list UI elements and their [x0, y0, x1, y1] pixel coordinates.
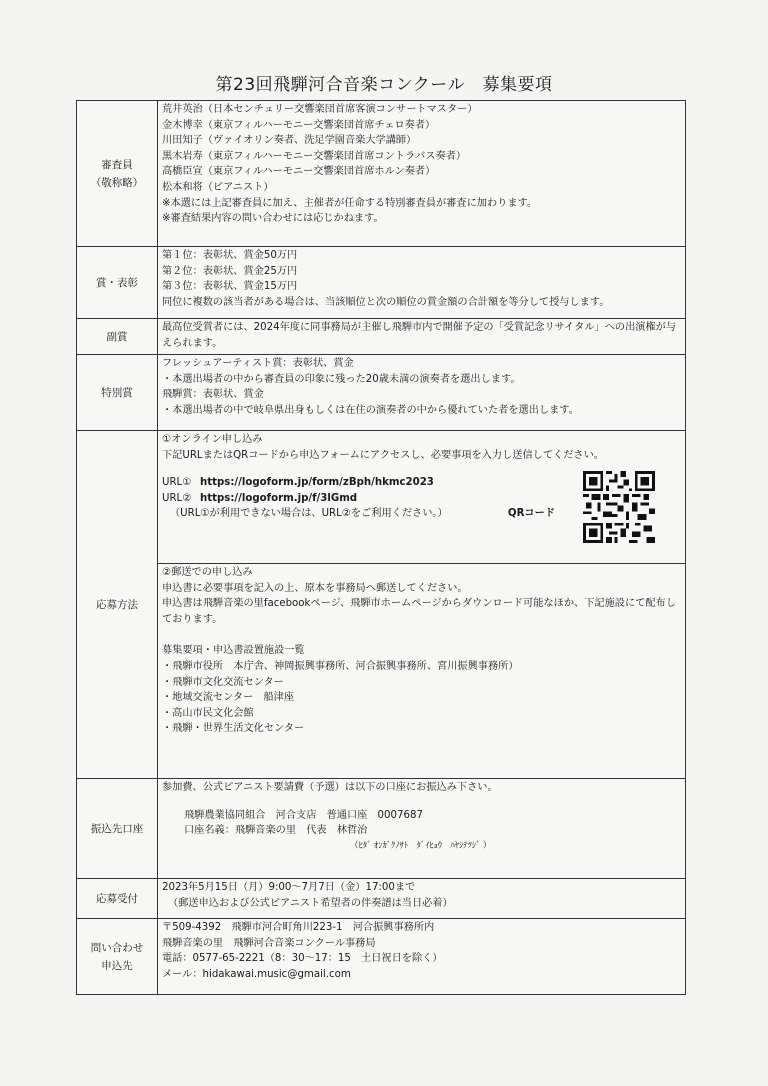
judge-line: 川田知子（ヴァイオリン奏者、洗足学園音楽大学講師） — [162, 135, 417, 147]
judges-content — [158, 101, 686, 247]
contact-label — [77, 919, 158, 995]
judge-line: 黒木岩寿（東京フィルハーモニー交響楽団首席コントラバス奏者） — [162, 150, 467, 162]
mail-line: 申込書は飛騨音楽の里facebookページ、飛騨市ホームページからダウンロード可能なほか、下記施設にて配布しております。 — [162, 598, 676, 625]
judges-label — [77, 101, 158, 247]
url1-link[interactable]: https://logoform.jp/form/zBph/hkmc2023 — [200, 477, 434, 489]
online-heading: ①オンライン申し込み — [162, 434, 263, 445]
contact-address: 〒509-4392 飛騨市河合町角川223-1 河合振興事務所内 — [162, 922, 435, 933]
special-prize-row — [77, 355, 686, 431]
award-note: 同位に複数の該当者がある場合は、当該順位と次の順位の賞金額の合計額を等分して授与します。 — [162, 296, 610, 308]
special-prize-content — [158, 355, 686, 431]
contact-label-line: 申込先 — [101, 959, 133, 972]
contact-office: 飛騨音楽の里 飛騨河合音楽コンクール事務局 — [162, 937, 376, 949]
period-dates: 2023年5月15日（月）9:00～7月7日（金）17:00まで — [162, 882, 416, 893]
url2-link[interactable]: https://logoform.jp/f/3lGmd — [200, 492, 358, 504]
account-holder: 口座名義：飛騨音楽の里 代表 林哲治 — [184, 825, 368, 837]
award-line: 第３位：表彰状、賞金15万円 — [162, 281, 298, 293]
payment-intro: 参加費、公式ピアニスト要請費（予選）は以下の口座にお振込み下さい。 — [162, 782, 498, 793]
application-row — [77, 431, 686, 564]
place-item: ・地域交流センター 船津座 — [162, 692, 295, 704]
award-line: 第１位：表彰状、賞金50万円 — [162, 250, 298, 261]
place-item: ・高山市民文化会館 — [162, 707, 254, 719]
mail-line: 申込書に必要事項を記入の上、原本を事務局へ郵送してください。 — [162, 582, 468, 594]
mail-application — [158, 564, 686, 779]
awards-label: 賞・表彰 — [77, 247, 158, 319]
judge-line: 高橋臣宣（東京フィルハーモニー交響楽団首席ホルン奏者） — [162, 166, 436, 178]
url-note: （URL①が利用できない場合は、URL②をご利用ください。） — [170, 508, 448, 520]
awards-row — [77, 247, 686, 319]
special-prize-label: 特別賞 — [77, 355, 158, 431]
awards-content — [158, 247, 686, 319]
url1-label: URL① — [162, 477, 192, 489]
special-prize-line: フレッシュアーティスト賞：表彰状、賞金 — [162, 358, 354, 369]
period-label: 応募受付 — [77, 879, 158, 919]
judge-note: ※審査結果内容の問い合わせには応じかねます。 — [162, 213, 384, 225]
special-prize-line: ・本選出場者の中から審査員の印象に残った20歳未満の演奏者を選出します。 — [162, 373, 521, 385]
award-line: 第２位：表彰状、賞金25万円 — [162, 265, 298, 277]
contact-email[interactable]: メール：hidakawai.music@gmail.com — [162, 968, 351, 980]
payment-content — [158, 779, 686, 879]
online-application — [158, 431, 686, 564]
judges-label-line: （敬称略） — [90, 176, 144, 189]
qr-code-icon[interactable] — [581, 471, 657, 543]
special-prize-line: 飛騨賞：表彰状、賞金 — [162, 389, 264, 401]
judge-line: 金木博幸（東京フィルハーモニー交響楽団首席チェロ奏者） — [162, 119, 436, 131]
judge-line: 荒井英治（日本センチュリー交響楽団首席客演コンサートマスター） — [162, 104, 478, 115]
page-title: 第23回飛騨河合音楽コンクール 募集要項 — [215, 75, 553, 95]
extra-prize-label: 副賞 — [77, 319, 158, 355]
extra-prize-content — [158, 319, 686, 355]
judges-row — [77, 101, 686, 247]
requirements-table — [76, 100, 686, 995]
period-row — [77, 879, 686, 919]
contact-label-line: 問い合わせ — [90, 941, 144, 954]
contact-row — [77, 919, 686, 995]
qr-code-label: QRコード — [507, 508, 555, 519]
mail-application-row — [77, 564, 686, 779]
url2-label: URL② — [162, 492, 192, 504]
place-item: ・飛騨市文化交流センター — [162, 676, 284, 688]
contact-content — [158, 919, 686, 995]
judge-line: 松本和将（ピアニスト） — [162, 181, 274, 193]
payment-label: 振込先口座 — [77, 779, 158, 879]
extra-prize-row — [77, 319, 686, 355]
special-prize-line: ・本選出場者の中で岐阜県出身もしくは在住の演奏者の中から優れていた者を選出します。 — [162, 404, 579, 416]
mail-heading: ②郵送での申し込み — [162, 567, 253, 578]
bank-account: 飛騨農業協同組合 河合支店 普通口座 0007687 — [184, 809, 423, 821]
application-label: 応募方法 — [77, 431, 158, 779]
place-item: ・飛騨・世界生活文化センター — [162, 723, 305, 735]
payment-row — [77, 779, 686, 879]
period-note: （郵送申込および公式ピアニスト希望者の伴奏譜は当日必着） — [168, 897, 453, 909]
period-content — [158, 879, 686, 919]
judges-label-line: 審査員 — [101, 158, 133, 171]
places-heading: 募集要項・申込書設置施設一覧 — [162, 645, 305, 657]
contact-phone: 電話：0577-65-2221（8：30～17：15 土日祝日を除く） — [162, 953, 443, 965]
online-intro: 下記URLまたはQRコードから申込フォームにアクセスし、必要事項を入力し送信してください。 — [162, 449, 604, 461]
place-item: ・飛騨市役所 本庁舎、神岡振興事務所、河合振興事務所、宮川振興事務所） — [162, 660, 519, 672]
extra-prize-text: 最高位受賞者には、2024年度に同事務局が主催し飛騨市内で開催予定の「受賞記念リサイタル」への出演権が与えられます。 — [162, 322, 677, 349]
account-holder-kana: （ﾋﾀﾞ ｵﾝｶﾞｸﾉｻﾄ ﾀﾞｲﾋｮｳ ﾊﾔｼﾃﾂｼﾞ ） — [350, 840, 492, 851]
judge-note: ※本選には上記審査員に加え、主催者が任命する特別審査員が審査に加わります。 — [162, 197, 538, 209]
